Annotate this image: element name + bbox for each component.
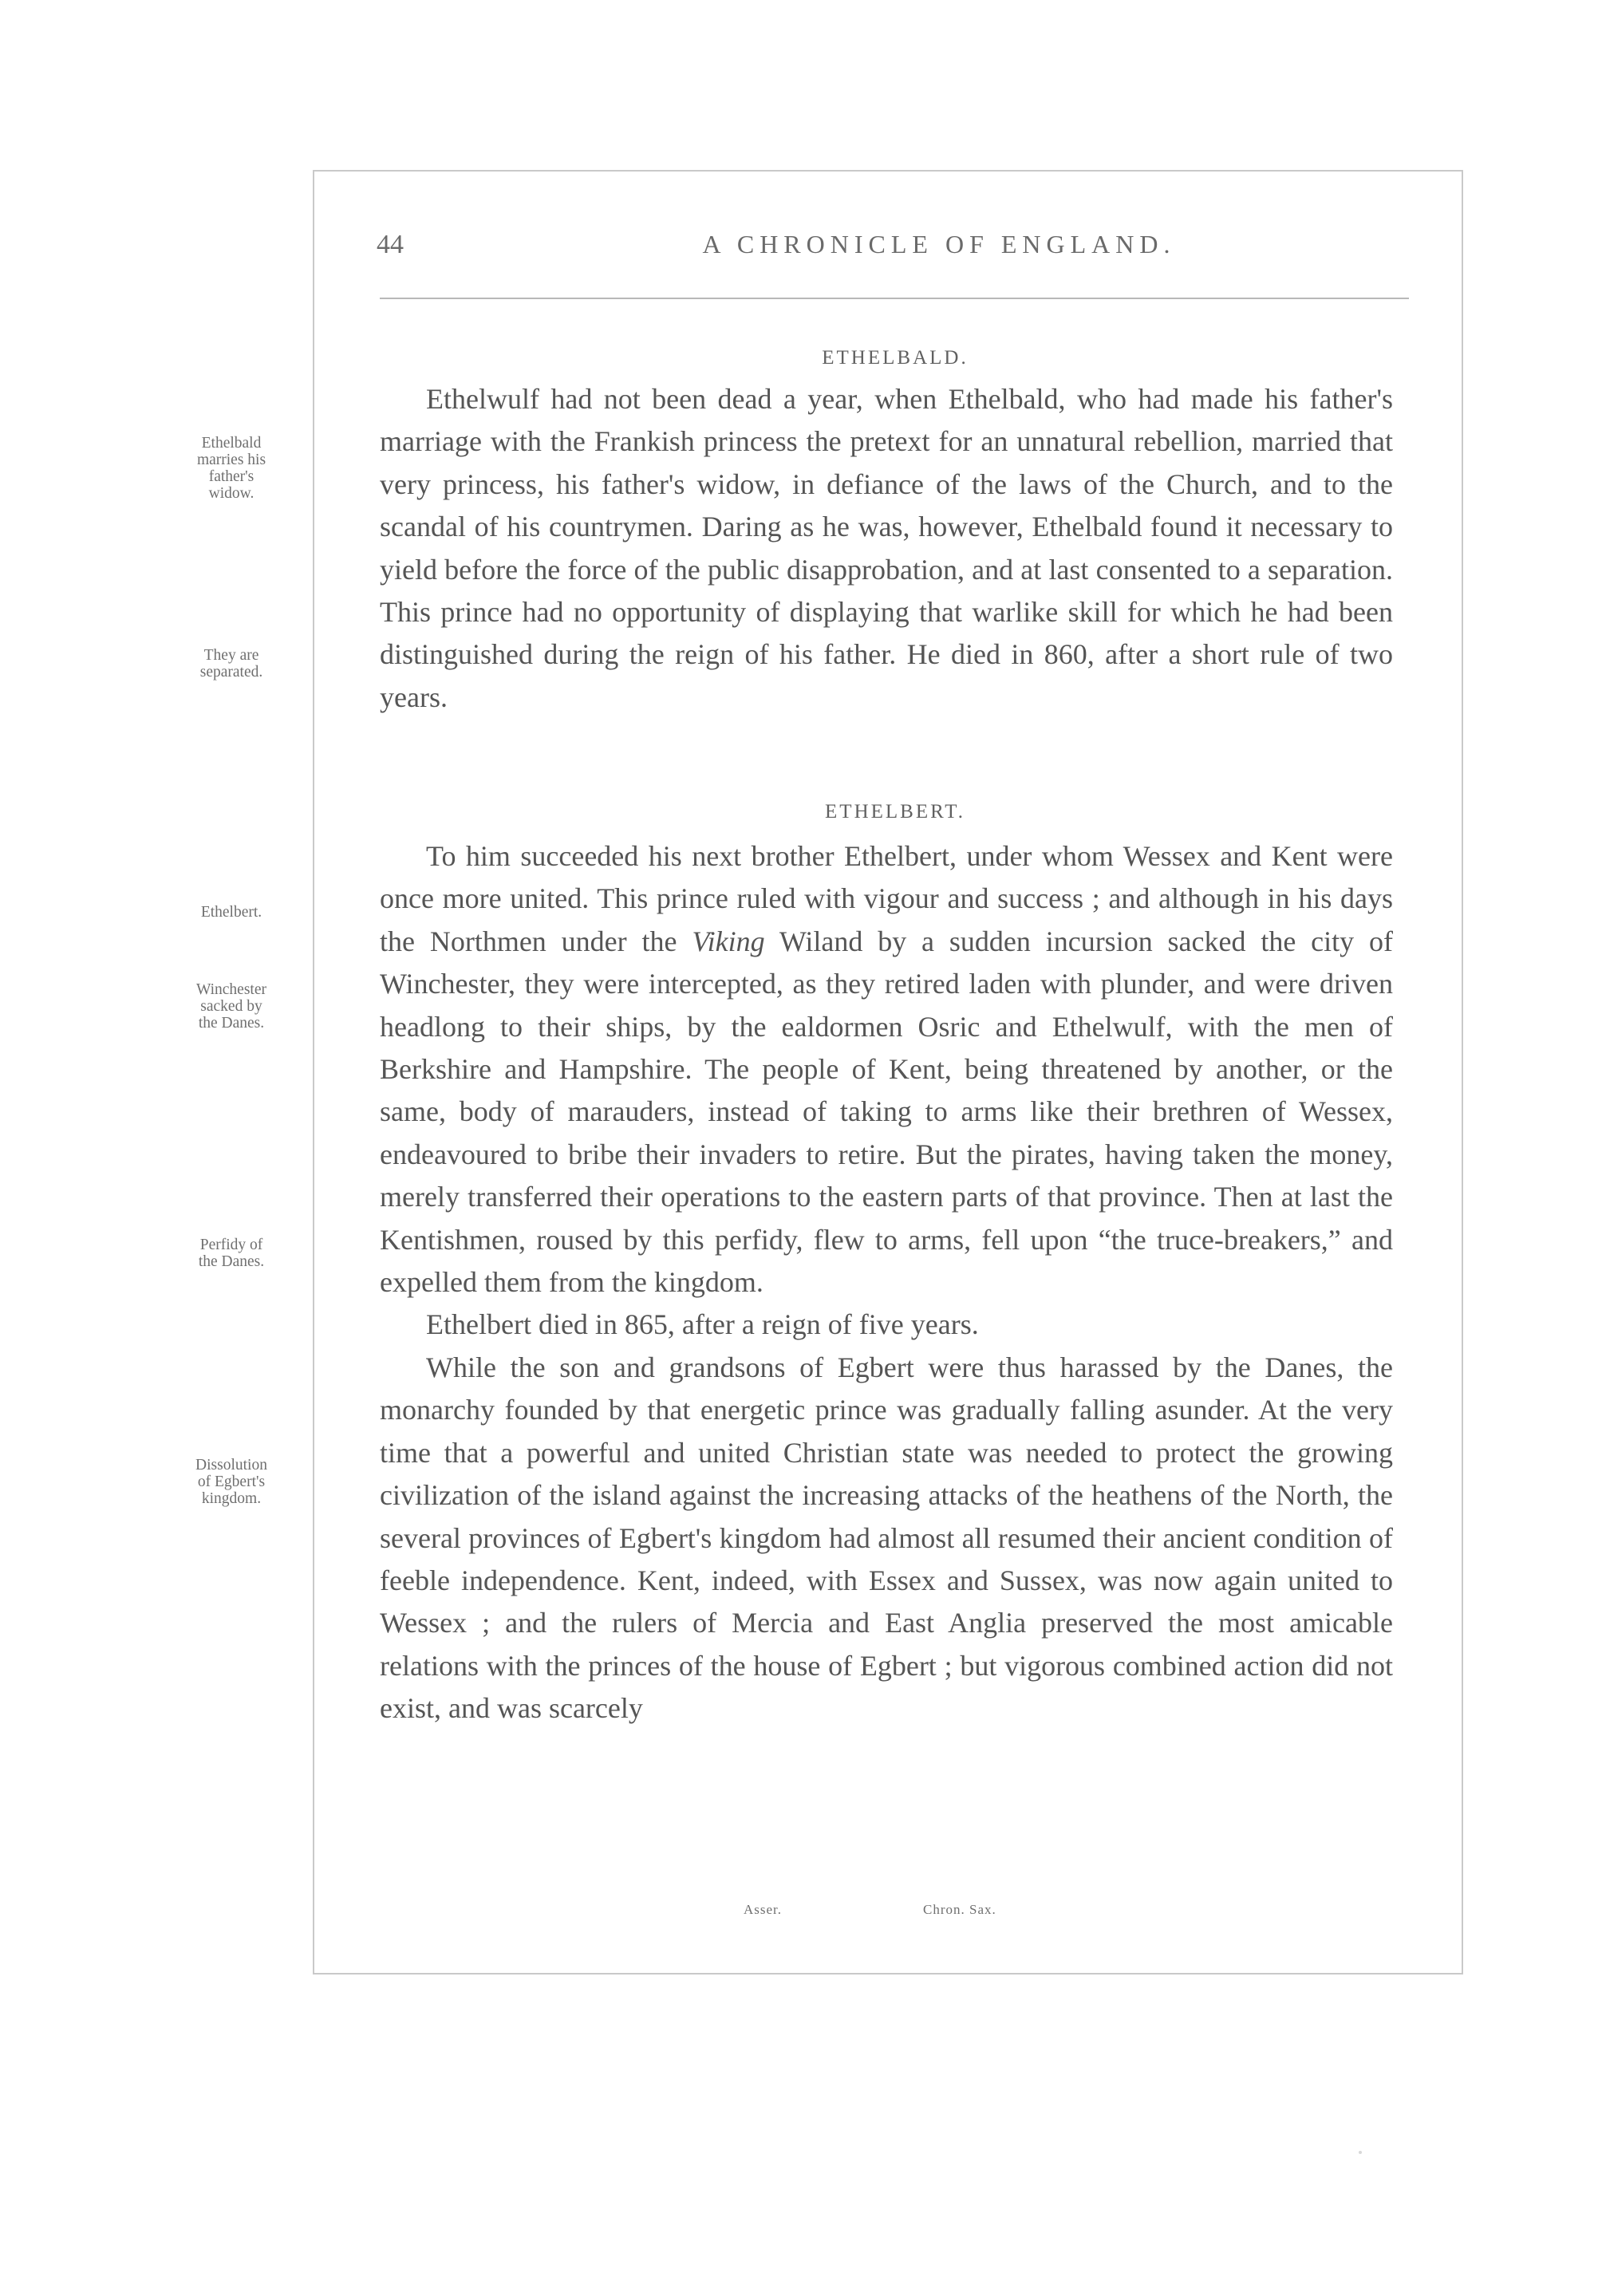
margin-note-line: widow. <box>208 485 254 502</box>
italic-term: Viking <box>692 925 765 957</box>
paragraph: Ethelbert died in 865, after a reign of five years. <box>426 1308 979 1341</box>
margin-note-line: Winchester <box>195 981 266 998</box>
margin-note-line: kingdom. <box>201 1490 262 1507</box>
footer-source-left: Asser. <box>744 1902 783 1917</box>
margin-note <box>160 1457 303 1507</box>
page-footer <box>377 1902 1414 1926</box>
section-heading-ethelbert: ETHELBERT. <box>825 801 965 823</box>
margin-note <box>160 904 303 921</box>
footer-source-right: Chron. Sax. <box>923 1902 996 1917</box>
margin-note-line: the Danes. <box>198 1253 265 1270</box>
margin-note-line: Dissolution <box>195 1457 267 1473</box>
margin-note-line: of Egbert's <box>197 1473 266 1490</box>
paragraph-text: To him succeeded his next brother Ethelbert, under whom Wessex and Kent were once more united. This prince ruled with vigour and success ; and although in his days the Northmen under the <box>380 840 1393 957</box>
margin-note-line: Ethelbald <box>201 435 262 452</box>
paragraph: Ethelwulf had not been dead a year, when Ethelbald, who had made his father's marriage with the Frankish princess the pretext for an unnatural rebellion, married that very princess, his father's widow, in defiance of the laws of the Church, and to the scandal of his countrymen. Daring as he was, however, Ethelbald found it necessary to yield before the force of the public disapprobation, and at last consented to a separation. This prince had no opportunity of displaying that warlike skill for which he had been distinguished during the reign of his father. He died in 860, after a short rule of two years. <box>380 383 1393 713</box>
margin-note-line: separated. <box>199 664 263 681</box>
margin-note <box>160 435 303 502</box>
frame-right-rule <box>1462 170 1463 1974</box>
margin-note-line: Perfidy of <box>199 1237 263 1253</box>
margin-note-line: sacked by <box>200 998 262 1015</box>
margin-note <box>160 1237 303 1270</box>
margin-note-line: They are <box>203 647 259 664</box>
page-number: 44 <box>377 230 404 259</box>
header-rule <box>380 298 1409 299</box>
frame-bottom-rule <box>313 1973 1462 1974</box>
section-body-ethelbert <box>380 835 1393 1730</box>
margin-note <box>160 981 303 1032</box>
margin-note-line: father's <box>208 468 254 485</box>
margin-note <box>160 647 303 681</box>
margin-note-line: marries his <box>196 452 266 468</box>
section-heading-ethelbald: ETHELBALD. <box>822 347 969 369</box>
scan-speck <box>1359 2151 1362 2154</box>
page-header <box>377 230 1414 270</box>
margin-note-line: Ethelbert. <box>200 904 262 921</box>
paragraph <box>380 835 1393 1304</box>
margin-note-line: the Danes. <box>198 1015 265 1032</box>
paragraph-text: Wiland by a sudden incursion sacked the city of Winchester, they were intercepted, as they retired laden with plunder, and were driven headlong to their ships, by the ealdormen Osric and Ethelwulf, with the men of Berkshire and Hampshire. The people of Kent, being threatened by another, or the same, body of marauders, instead of taking to arms like their brethren of Wessex, endeavoured to bribe their invaders to retire. But the pirates, having taken the money, merely transferred their operations to the eastern parts of that province. Then at last the Kentishmen, roused by this perfidy, flew to arms, fell upon “the truce-breakers,” and expelled them from the kingdom. <box>380 925 1393 1299</box>
frame-top-rule <box>313 170 1462 172</box>
frame-left-rule <box>313 170 314 1974</box>
running-title: A CHRONICLE OF ENGLAND. <box>702 230 1176 258</box>
section-body-ethelbald <box>380 378 1393 719</box>
paragraph: While the son and grandsons of Egbert were thus harassed by the Danes, the monarchy founded by that energetic prince was gradually falling asunder. At the very time that a powerful and united Christian state was needed to protect the growing civilization of the island against the increasing attacks of the heathens of the North, the several provinces of Egbert's kingdom had almost all resumed their ancient condition of feeble independence. Kent, indeed, with Essex and Sussex, was now again united to Wessex ; and the rulers of Mercia and East Anglia preserved the most amicable relations with the princes of the house of Egbert ; but vigorous combined action did not exist, and was scarcely <box>380 1351 1393 1725</box>
